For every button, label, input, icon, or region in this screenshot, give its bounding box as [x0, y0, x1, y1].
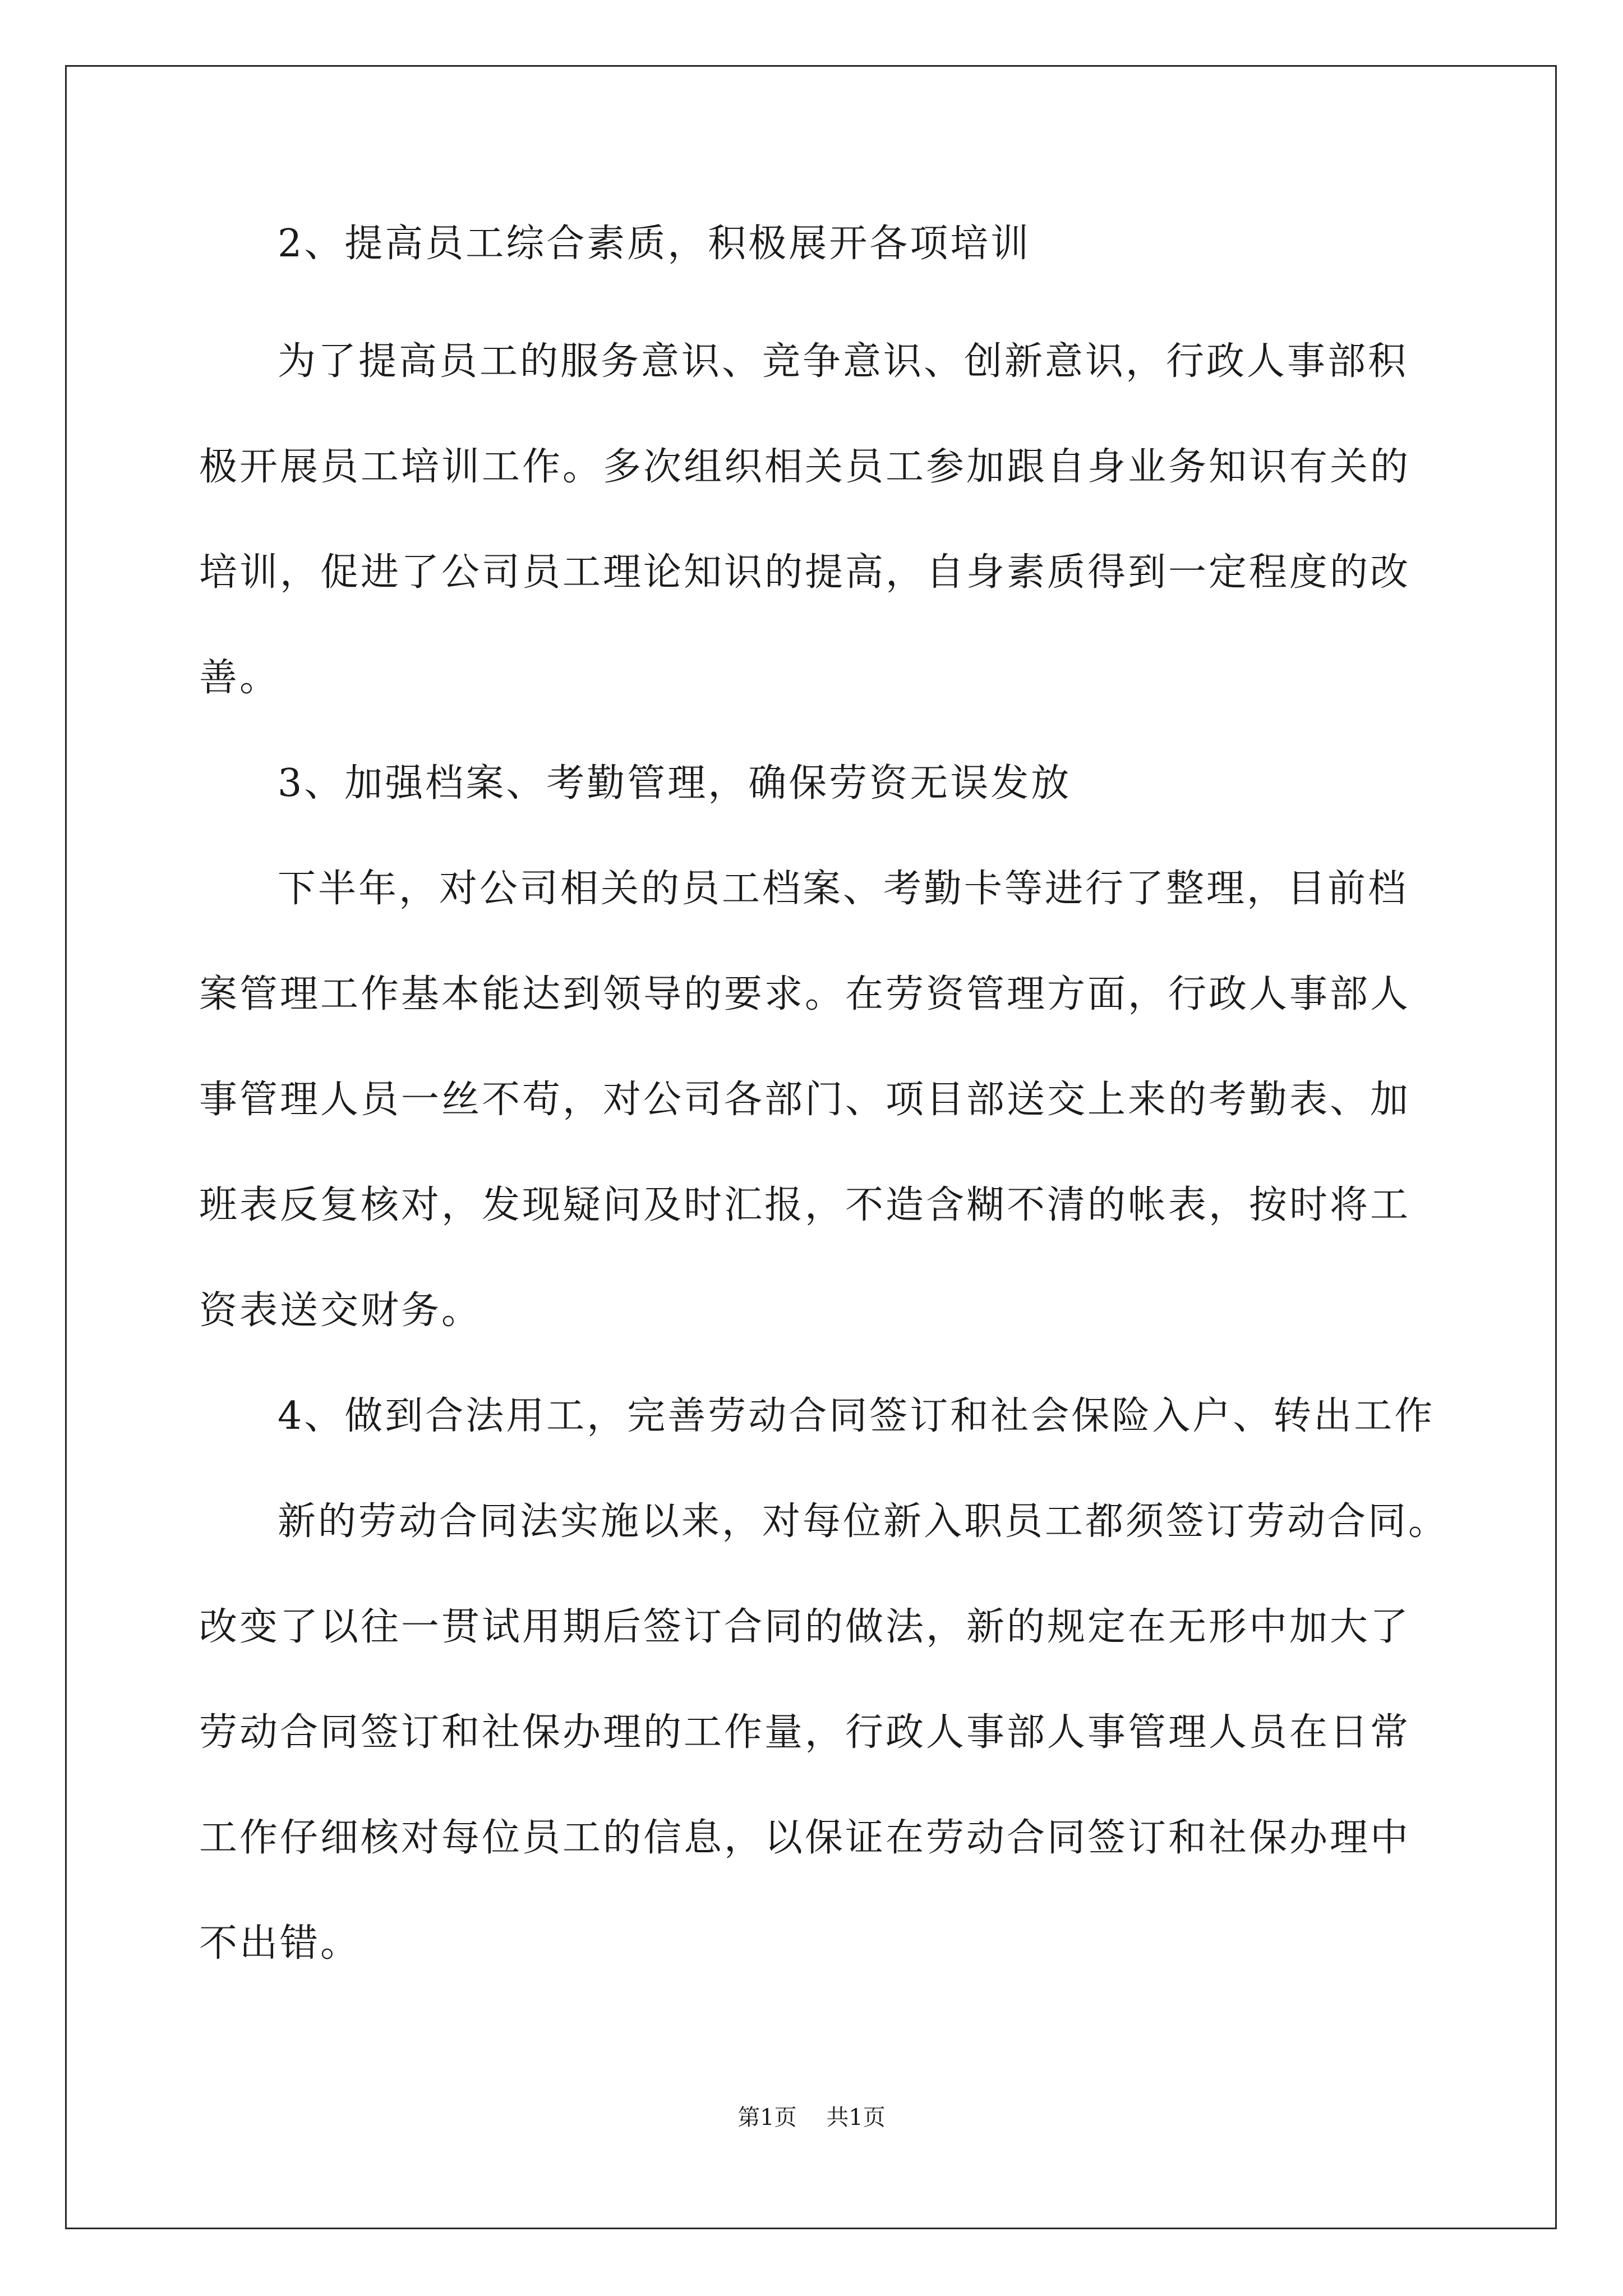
- section-heading-4: 4、做到合法用工，完善劳动合同签订和社会保险入户、转出工作: [278, 1394, 1435, 1438]
- paragraph-line: 劳动合同签订和社保办理的工作量，行政人事部人事管理人员在日常: [199, 1710, 1411, 1755]
- section-heading-3: 3、加强档案、考勤管理，确保劳资无误发放: [278, 761, 1072, 806]
- page-number: 第1页: [737, 2105, 797, 2131]
- paragraph-line: 为了提高员工的服务意识、竞争意识、创新意识，行政人事部积: [278, 339, 1409, 384]
- paragraph-line: 资表送交财务。: [199, 1289, 482, 1333]
- page-footer: [0, 2101, 1623, 2134]
- paragraph-line: 工作仔细核对每位员工的信息，以保证在劳动合同签订和社保办理中: [199, 1816, 1411, 1860]
- paragraph-line: 新的劳动合同法实施以来，对每位新入职员工都须签订劳动合同。: [278, 1499, 1449, 1544]
- paragraph-line: 案管理工作基本能达到领导的要求。在劳资管理方面，行政人事部人: [199, 972, 1411, 1016]
- page-total: 共1页: [826, 2105, 886, 2131]
- paragraph-line: 极开展员工培训工作。多次组织相关员工参加跟自身业务知识有关的: [199, 445, 1411, 489]
- paragraph-line: 不出错。: [199, 1921, 361, 1966]
- section-heading-2: 2、提高员工综合素质，积极展开各项培训: [278, 222, 1031, 266]
- paragraph-line: 改变了以往一贯试用期后签订合同的做法，新的规定在无形中加大了: [199, 1605, 1411, 1649]
- page-border: [65, 65, 1557, 2229]
- paragraph-line: 事管理人员一丝不苟，对公司各部门、项目部送交上来的考勤表、加: [199, 1078, 1411, 1122]
- paragraph-line: 善。: [199, 656, 280, 700]
- paragraph-line: 班表反复核对，发现疑问及时汇报，不造含糊不清的帐表，按时将工: [199, 1183, 1411, 1227]
- paragraph-line: 下半年，对公司相关的员工档案、考勤卡等进行了整理，目前档: [278, 867, 1409, 911]
- paragraph-line: 培训，促进了公司员工理论知识的提高，自身素质得到一定程度的改: [199, 550, 1411, 595]
